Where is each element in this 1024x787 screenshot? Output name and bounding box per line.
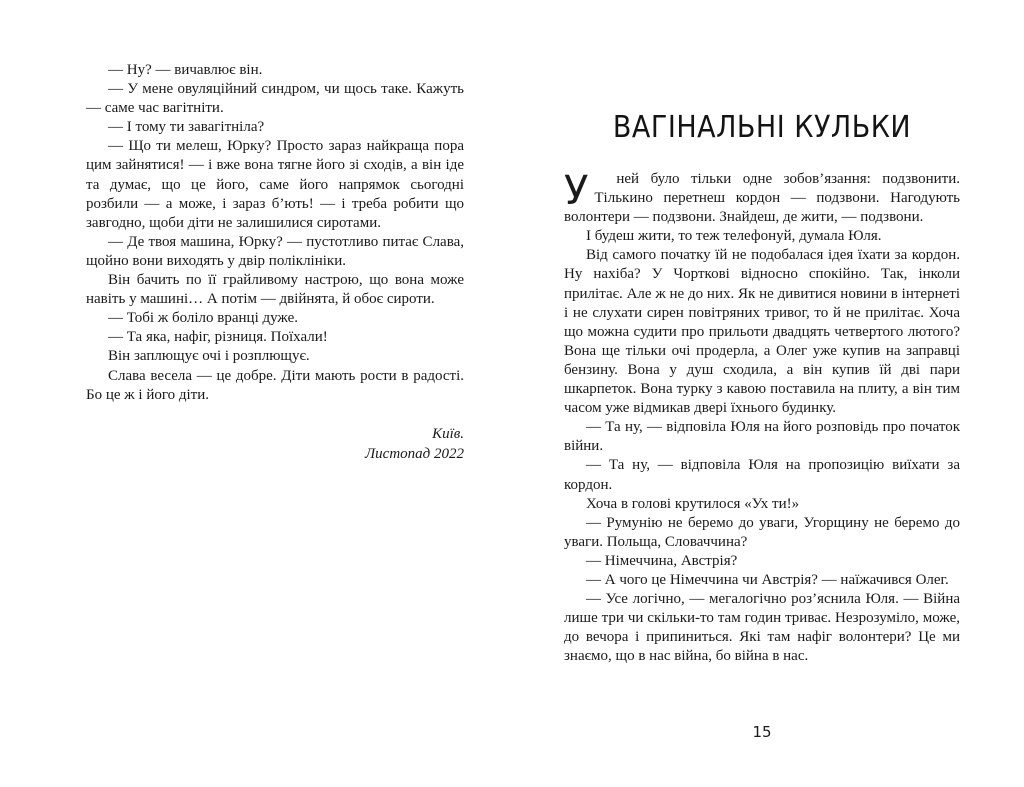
paragraph: Він бачить по її грайливому настрою, що вона може навіть у машині… А потім — двійнята, й обоє сироти.	[86, 272, 464, 308]
paragraph: — Німеччина, Австрія?	[586, 552, 738, 569]
paragraph: — Де твоя машина, Юрку? — пустотливо питає Слава, щойно вони виходять у двір поліклініки.	[86, 233, 464, 269]
paragraph: Він заплющує очі і розплющує.	[108, 348, 310, 365]
paragraph-text: ней було тільки одне зобов’язання: подзвонити. Тількино перетнеш кордон — подзвони. Нагодують волонтери — подзвони. Знайдеш, де жити, — подзвони.	[564, 171, 960, 226]
paragraph: — Румунію не беремо до уваги, Угорщину не беремо до уваги. Польща, Словаччина?	[564, 514, 960, 550]
paragraph: І будеш жити, то теж телефонуй, думала Юля.	[586, 228, 882, 245]
page-number: 15	[752, 723, 772, 741]
paragraph: — Та ну, — відповіла Юля на його розповідь про початок війни.	[564, 419, 960, 455]
paragraph: Хоча в голові крутилося «Ух ти!»	[586, 495, 800, 512]
paragraph	[564, 170, 960, 227]
paragraph: — Ну? — вичавлює він.	[108, 62, 263, 78]
signature-place: Київ.	[432, 426, 464, 442]
paragraph: — Та ну, — відповіла Юля на пропозицію виїхати за кордон.	[564, 457, 960, 493]
paragraph: — Тобі ж боліло вранці дуже.	[108, 310, 298, 327]
paragraph: Слава весела — це добре. Діти мають рости в радості. Бо це ж і його діти.	[86, 367, 464, 403]
paragraph: — А чого це Німеччина чи Австрія? — наїжачився Олег.	[586, 571, 949, 588]
signature	[214, 424, 464, 464]
paragraph: — Усе логічно, — мегалогічно роз’яснила Юля. — Війна лише три чи скільки-то там годин триває. Незрозуміло, може, до вечора і припиниться. Які там нафіг волонтери? Це ми знаємо, що в нас війна, бо війна в нас.	[564, 591, 960, 665]
paragraph: — У мене овуляційний синдром, чи щось таке. Кажуть — саме час вагітніти.	[86, 81, 464, 117]
paragraph: — Та яка, нафіг, різниця. Поїхали!	[108, 329, 328, 346]
signature-date: Листопад 2022	[365, 446, 464, 462]
left-page-text	[86, 61, 464, 405]
drop-cap: У	[564, 168, 589, 214]
chapter-title: ВАГІНАЛЬНІ КУЛЬКИ	[612, 110, 912, 145]
right-page-text	[564, 170, 960, 666]
paragraph: Від самого початку їй не подобалася ідея їхати за кордон. Ну нахіба? У Чорткові відносно спокійно. Так, інколи прилітає. Але ж не до них. Як не дивитися новини в інтернеті і не слухати сирен повітряних тривог, то й не прилітає. Хоча що можна судити про прильоти двадцять четвертого лютого? Вона ще тільки очі продерла, а Олег уже купив на заправці бензину. Вона у душ сходила, а він купив їй дві пари шкарпеток. Вона турку з кавою поставила на плиту, а він тим часом уже відмикав двері їхнього будинку.	[564, 247, 960, 417]
left-page	[86, 0, 464, 787]
paragraph: — І тому ти завагітніла?	[108, 119, 265, 136]
paragraph: — Що ти мелеш, Юрку? Просто зараз найкраща пора цим зайнятися! — і вже вона тягне його зі сходів, а він іде та думає, що це його, саме його напрямок сьогодні розбили — а може, і зараз б’ють! — і треба робити що завгодно, щоби діти не залишилися сиротами.	[86, 138, 464, 231]
right-page	[564, 0, 960, 787]
